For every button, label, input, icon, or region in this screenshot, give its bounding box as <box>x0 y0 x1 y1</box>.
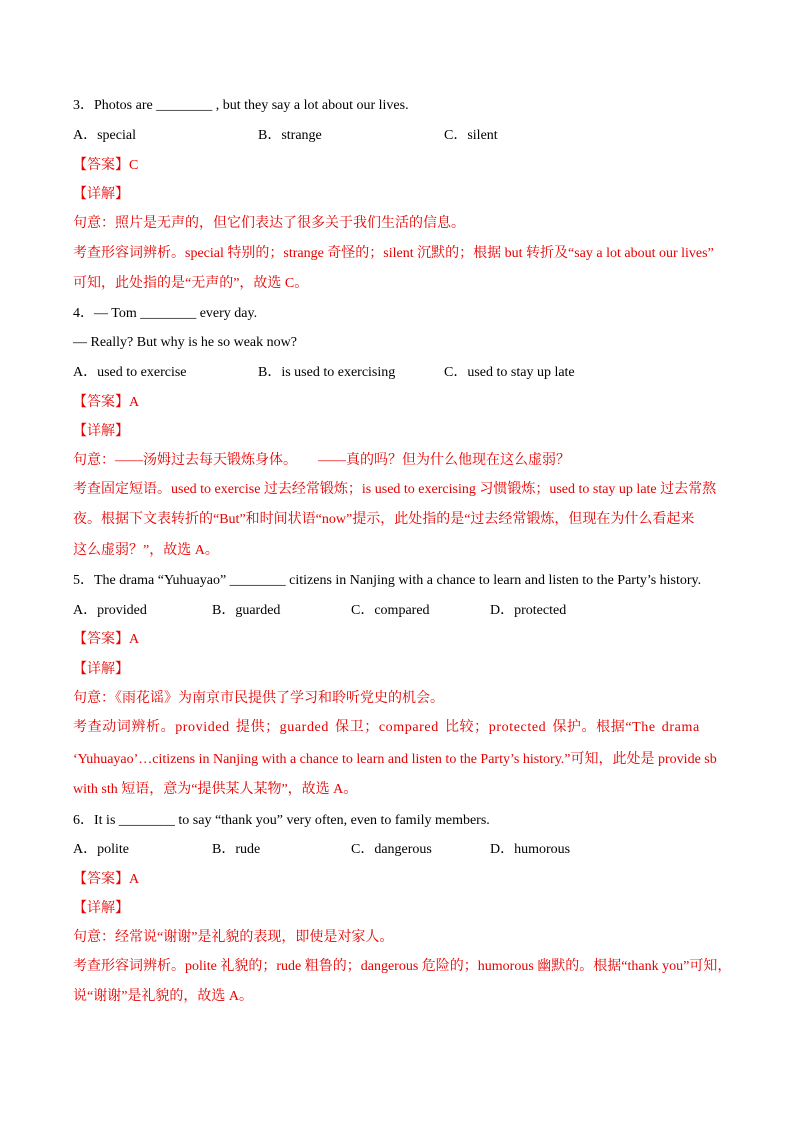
question-6-explanation-line: 考查形容词辨析。polite 礼貌的；rude 粗鲁的；dangerous 危险的；humorous 幽默的。根据“thank you”可知， <box>73 959 732 974</box>
question-6-option-c: C．dangerous <box>351 842 432 857</box>
question-3-explanation-line: 句意：照片是无声的，但它们表达了很多关于我们生活的信息。 <box>73 216 465 231</box>
question-3-answer: 【答案】C <box>73 158 139 173</box>
question-4-stem-reply: — Really? But why is he so weak now? <box>73 335 297 350</box>
question-3-explanation-line: 可知，此处指的是“无声的”，故选 C。 <box>73 276 309 291</box>
question-6-answer: 【答案】A <box>73 872 140 887</box>
question-6-explanation-line: 句意：经常说“谢谢”是礼貌的表现，即使是对家人。 <box>73 930 394 945</box>
question-6-explanation-line: 说“谢谢”是礼貌的，故选 A。 <box>73 989 254 1004</box>
question-6-option-d: D．humorous <box>490 842 571 857</box>
question-6-detail-label: 【详解】 <box>73 901 129 916</box>
question-4-option-c: C．used to stay up late <box>444 365 575 380</box>
question-6-option-b: B．rude <box>212 842 261 857</box>
question-5-explanation-line: 考查动词辨析。provided 提供；guarded 保卫；compared 比较；protected 保护。根据“The drama <box>73 720 700 735</box>
question-3-option-b: B．strange <box>258 128 322 143</box>
question-5-detail-label: 【详解】 <box>73 662 129 677</box>
question-5-option-a: A．provided <box>73 603 147 618</box>
question-3-option-a: A．special <box>73 128 136 143</box>
question-4-explanation-line: 夜。根据下文表转折的“But”和时间状语“now”提示，此处指的是“过去经常锻炼，但现在为什么看起来 <box>73 512 695 527</box>
question-6-option-a: A．polite <box>73 842 129 857</box>
question-4-option-a: A．used to exercise <box>73 365 187 380</box>
question-5-stem: 5．The drama “Yuhuayao” ________ citizens in Nanjing with a chance to learn and listen to the Party’s history. <box>73 573 702 588</box>
question-5-answer: 【答案】A <box>73 632 140 647</box>
question-5-explanation-line: with sth 短语，意为“提供某人某物”，故选 A。 <box>73 782 358 797</box>
question-4-answer: 【答案】A <box>73 395 140 410</box>
question-3-stem: 3．Photos are ________ , but they say a lot about our lives. <box>73 98 409 113</box>
question-6-stem: 6．It is ________ to say “thank you” very often, even to family members. <box>73 813 490 828</box>
question-5-option-b: B．guarded <box>212 603 281 618</box>
question-4-option-b: B．is used to exercising <box>258 365 396 380</box>
question-4-explanation-line: 这么虚弱？”，故选 A。 <box>73 543 219 558</box>
question-5-explanation-line: ‘Yuhuayao’…citizens in Nanjing with a chance to learn and listen to the Party’s history.”可知，此处是 provide sb <box>73 752 717 767</box>
question-3-explanation-line: 考查形容词辨析。special 特别的；strange 奇怪的；silent 沉默的；根据 but 转折及“say a lot about our lives” <box>73 246 714 261</box>
question-4-explanation-line: 句意：——汤姆过去每天锻炼身体。 ——真的吗？但为什么他现在这么虚弱？ <box>73 453 570 468</box>
question-5-explanation-line: 句意：《雨花谣》为南京市民提供了学习和聆听党史的机会。 <box>73 691 444 706</box>
question-4-explanation-line: 考查固定短语。used to exercise 过去经常锻炼；is used to exercising 习惯锻炼；used to stay up late 过去常熬 <box>73 482 717 497</box>
question-5-option-c: C．compared <box>351 603 430 618</box>
question-4-detail-label: 【详解】 <box>73 424 129 439</box>
question-3-option-c: C．silent <box>444 128 498 143</box>
question-4-stem: 4．— Tom ________ every day. <box>73 306 258 321</box>
question-3-detail-label: 【详解】 <box>73 187 129 202</box>
question-5-option-d: D．protected <box>490 603 567 618</box>
